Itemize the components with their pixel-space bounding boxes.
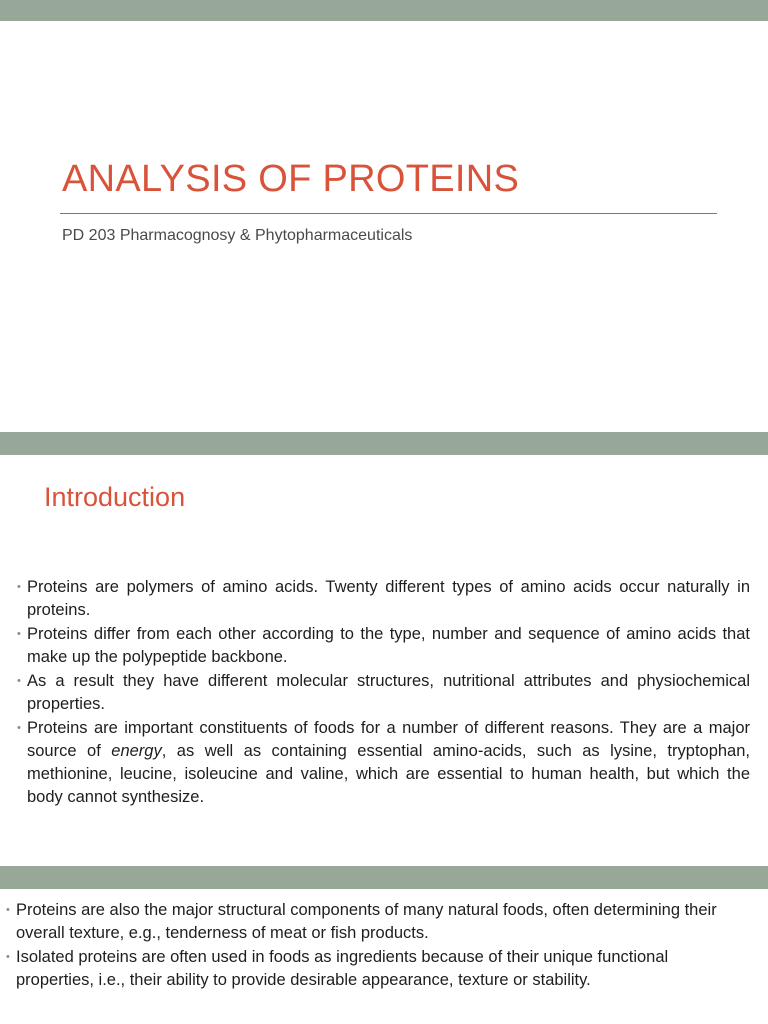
bullet-item xyxy=(17,670,750,716)
intro-bullet-list xyxy=(17,576,750,810)
bullet-dot-icon: • xyxy=(17,581,21,593)
slide-divider-band xyxy=(0,432,768,455)
bullet-text-part: , as well as containing essential amino-acids, such as lysine, tryptophan, methionine, leucine, isoleucine and valine, which are essential to human health, but which the body cannot synthesize. xyxy=(27,742,750,806)
slide-title: ANALYSIS OF PROTEINS xyxy=(62,158,520,200)
slide-subtitle: PD 203 Pharmacognosy & Phytopharmaceuticals xyxy=(62,227,413,244)
bullet-dot-icon: • xyxy=(17,628,21,640)
title-rule xyxy=(60,213,717,214)
slide-divider-band xyxy=(0,0,768,21)
bullet-item xyxy=(17,576,750,622)
bullet-text: As a result they have different molecular structures, nutritional attributes and physiochemical properties. xyxy=(27,672,750,713)
bullet-text: Proteins are also the major structural components of many natural foods, often determining their overall texture, e.g., tenderness of meat or fish products. xyxy=(16,901,717,942)
section-heading: Introduction xyxy=(44,482,186,512)
bullet-item xyxy=(6,946,746,992)
bullet-item xyxy=(6,899,746,945)
bullet-text: Proteins differ from each other according to the type, number and sequence of amino acids that make up the polypeptide backbone. xyxy=(27,625,750,666)
emphasis-text: energy xyxy=(111,742,162,760)
bullet-item xyxy=(17,623,750,669)
bullet-item xyxy=(17,717,750,809)
bullet-dot-icon: • xyxy=(17,675,21,687)
structure-bullet-list xyxy=(6,899,746,993)
bullet-dot-icon: • xyxy=(6,904,10,916)
bullet-text-part: Proteins are important constituents of foods for a number of different reasons. They are a major source of xyxy=(27,719,750,760)
bullet-dot-icon: • xyxy=(6,951,10,963)
bullet-text: Isolated proteins are often used in foods as ingredients because of their unique functional properties, i.e., their ability to provide desirable appearance, texture or stability. xyxy=(16,948,669,989)
slide-divider-band xyxy=(0,866,768,889)
bullet-dot-icon: • xyxy=(17,722,21,734)
bullet-text: Proteins are polymers of amino acids. Twenty different types of amino acids occur naturally in proteins. xyxy=(27,578,750,619)
